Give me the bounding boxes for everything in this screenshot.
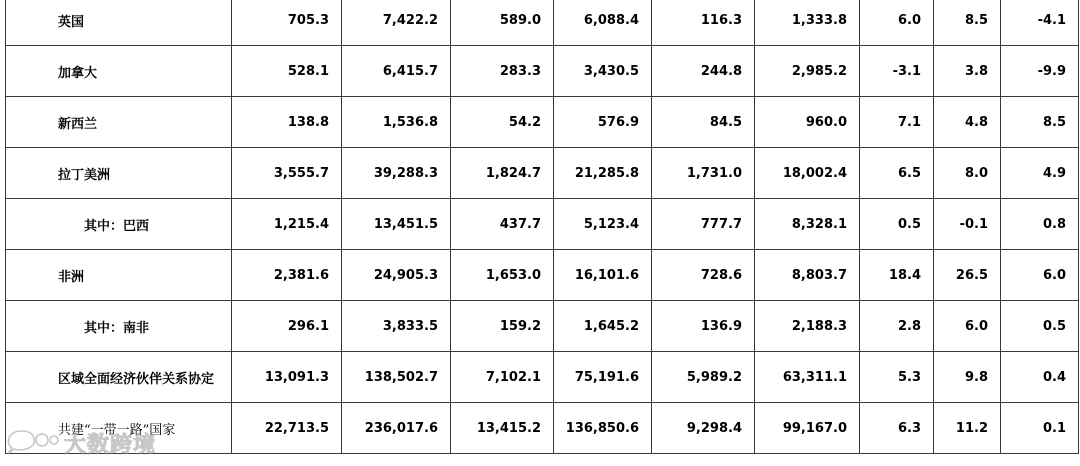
table-cell: 5,123.4: [554, 199, 652, 250]
table-cell: 2,188.3: [755, 301, 860, 352]
table-cell: 3,430.5: [554, 46, 652, 97]
table-cell: 3,833.5: [342, 301, 451, 352]
table-cell: 7.1: [860, 97, 934, 148]
row-label: 加拿大: [6, 46, 232, 97]
table-cell: 138,502.7: [342, 352, 451, 403]
table-row: [6, 403, 1079, 454]
table-cell: 75,191.6: [554, 352, 652, 403]
table-cell: 705.3: [232, 0, 342, 46]
table-cell: 8.0: [934, 148, 1001, 199]
table-cell: 0.5: [860, 199, 934, 250]
row-label: 英国: [6, 0, 232, 46]
table-cell: 7,422.2: [342, 0, 451, 46]
table-cell: 18,002.4: [755, 148, 860, 199]
row-label: 其中：南非: [6, 301, 232, 352]
table-row: [6, 301, 1079, 352]
table-cell: 296.1: [232, 301, 342, 352]
table-row: [6, 352, 1079, 403]
table-cell: 0.8: [1001, 199, 1079, 250]
table-cell: 5.3: [860, 352, 934, 403]
row-label: 共建“一带一路”国家: [6, 403, 232, 454]
table-cell: 6.5: [860, 148, 934, 199]
table-cell: 777.7: [652, 199, 755, 250]
watermark-text: 大数跨境: [64, 432, 157, 458]
table-row: [6, 250, 1079, 301]
table-cell: 6.0: [860, 0, 934, 46]
table-row: [6, 199, 1079, 250]
table-cell: 13,091.3: [232, 352, 342, 403]
table-cell: 136,850.6: [554, 403, 652, 454]
table-cell: 63,311.1: [755, 352, 860, 403]
table-cell: 99,167.0: [755, 403, 860, 454]
table-cell: 1,215.4: [232, 199, 342, 250]
table-cell: 159.2: [451, 301, 554, 352]
table-row: [6, 97, 1079, 148]
row-label: 其中：巴西: [6, 199, 232, 250]
table-cell: 8,803.7: [755, 250, 860, 301]
table-cell: 5,989.2: [652, 352, 755, 403]
table-cell: 1,645.2: [554, 301, 652, 352]
table-cell: 1,731.0: [652, 148, 755, 199]
table-cell: 3,555.7: [232, 148, 342, 199]
table-cell: 6.3: [860, 403, 934, 454]
table-cell: 283.3: [451, 46, 554, 97]
row-label: 非洲: [6, 250, 232, 301]
table-cell: 84.5: [652, 97, 755, 148]
table-cell: 54.2: [451, 97, 554, 148]
table-cell: 16,101.6: [554, 250, 652, 301]
table-cell: 0.1: [1001, 403, 1079, 454]
table-cell: -4.1: [1001, 0, 1079, 46]
table-row: [6, 148, 1079, 199]
table-cell: 6,415.7: [342, 46, 451, 97]
table-cell: -3.1: [860, 46, 934, 97]
table-cell: 13,415.2: [451, 403, 554, 454]
table-cell: 4.8: [934, 97, 1001, 148]
table-cell: 2,381.6: [232, 250, 342, 301]
table-cell: 8.5: [1001, 97, 1079, 148]
table-cell: 24,905.3: [342, 250, 451, 301]
table-cell: 21,285.8: [554, 148, 652, 199]
table-cell: 1,653.0: [451, 250, 554, 301]
table-cell: 1,333.8: [755, 0, 860, 46]
table-cell: 244.8: [652, 46, 755, 97]
table-cell: 6,088.4: [554, 0, 652, 46]
table-cell: 7,102.1: [451, 352, 554, 403]
table-row: [6, 46, 1079, 97]
table-cell: 576.9: [554, 97, 652, 148]
table-cell: 0.4: [1001, 352, 1079, 403]
table-row: [6, 0, 1079, 46]
table-cell: 2.8: [860, 301, 934, 352]
table-cell: 26.5: [934, 250, 1001, 301]
table-cell: 138.8: [232, 97, 342, 148]
table-cell: 236,017.6: [342, 403, 451, 454]
table-cell: 13,451.5: [342, 199, 451, 250]
table-cell: 4.9: [1001, 148, 1079, 199]
table-cell: 3.8: [934, 46, 1001, 97]
table-cell: 116.3: [652, 0, 755, 46]
table-cell: 728.6: [652, 250, 755, 301]
table-cell: -9.9: [1001, 46, 1079, 97]
table-cell: 22,713.5: [232, 403, 342, 454]
trade-data-table: [5, 0, 1079, 454]
table-cell: 9,298.4: [652, 403, 755, 454]
row-label: 区域全面经济伙伴关系协定: [6, 352, 232, 403]
table-cell: 1,536.8: [342, 97, 451, 148]
table-cell: 136.9: [652, 301, 755, 352]
row-label: 新西兰: [6, 97, 232, 148]
table-cell: 589.0: [451, 0, 554, 46]
table-cell: 528.1: [232, 46, 342, 97]
table-cell: 1,824.7: [451, 148, 554, 199]
table-cell: 8.5: [934, 0, 1001, 46]
table-cell: 6.0: [934, 301, 1001, 352]
table-cell: 437.7: [451, 199, 554, 250]
table-cell: 18.4: [860, 250, 934, 301]
table-cell: 6.0: [1001, 250, 1079, 301]
table-cell: 0.5: [1001, 301, 1079, 352]
table-cell: 39,288.3: [342, 148, 451, 199]
table-cell: 9.8: [934, 352, 1001, 403]
table-cell: 2,985.2: [755, 46, 860, 97]
table-cell: 11.2: [934, 403, 1001, 454]
table-cell: -0.1: [934, 199, 1001, 250]
table-cell: 8,328.1: [755, 199, 860, 250]
row-label: 拉丁美洲: [6, 148, 232, 199]
table-body: [6, 0, 1079, 454]
table-cell: 960.0: [755, 97, 860, 148]
